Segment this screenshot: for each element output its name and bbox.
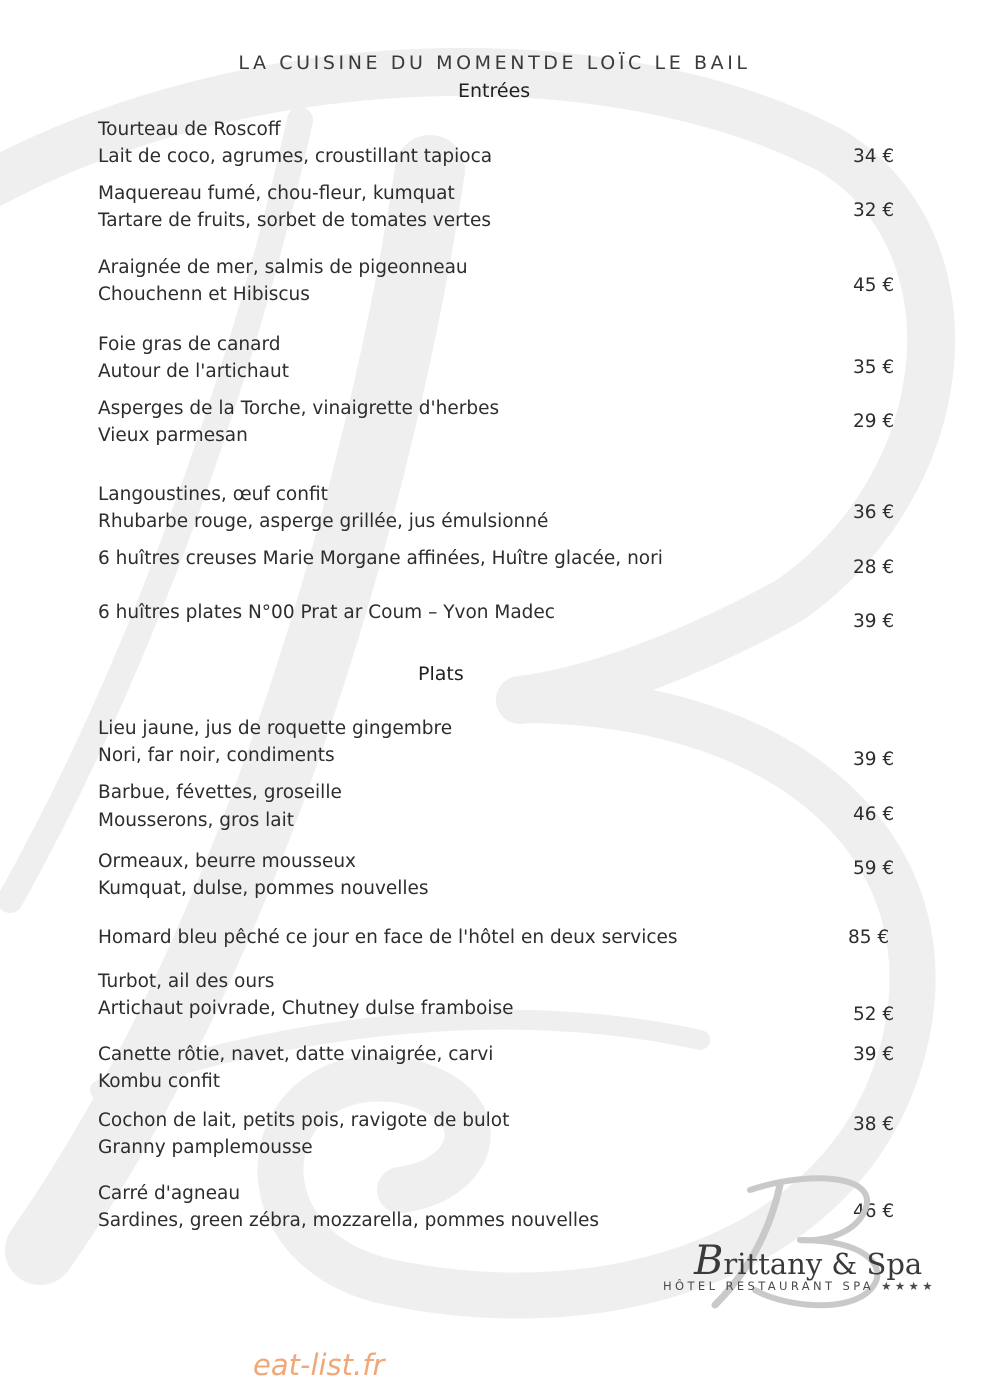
brand-name: [694, 1238, 922, 1284]
menu-item-description: Lait de coco, agrumes, croustillant tapioca: [98, 146, 493, 167]
menu-item-name: Asperges de la Torche, vinaigrette d'herbes: [98, 398, 500, 419]
menu-item-price: 32 €: [853, 200, 895, 221]
menu-item-price: 38 €: [853, 1114, 895, 1135]
menu-item-description: Granny pamplemousse: [98, 1137, 313, 1158]
menu-item-price: 29 €: [853, 411, 895, 432]
menu-item-description: Artichaut poivrade, Chutney dulse framboise: [98, 998, 514, 1019]
menu-item-name: Maquereau fumé, chou-fleur, kumquat: [98, 183, 455, 204]
menu-item-price: 46 €: [853, 1201, 895, 1222]
menu-item-description: Sardines, green zébra, mozzarella, pommes nouvelles: [98, 1210, 600, 1231]
menu-item-name: Tourteau de Roscoff: [98, 119, 281, 140]
menu-item-name: Homard bleu pêché ce jour en face de l'hôtel en deux services: [98, 927, 678, 948]
menu-item-description: Nori, far noir, condiments: [98, 745, 335, 766]
menu-item-name: Canette rôtie, navet, datte vinaigrée, carvi: [98, 1044, 494, 1065]
page-title: LA CUISINE DU MOMENTDE LOÏC LE BAIL: [238, 52, 751, 74]
menu-item-description: Chouchenn et Hibiscus: [98, 284, 310, 305]
menu-item-name: Cochon de lait, petits pois, ravigote de bulot: [98, 1110, 510, 1131]
menu-item-name: Barbue, févettes, groseille: [98, 782, 342, 803]
menu-item-description: Vieux parmesan: [98, 425, 248, 446]
section-title: Entrées: [458, 80, 531, 102]
menu-item-name: Araignée de mer, salmis de pigeonneau: [98, 257, 468, 278]
menu-item-name: Ormeaux, beurre mousseux: [98, 851, 357, 872]
menu-item-name: Turbot, ail des ours: [98, 971, 275, 992]
menu-item-description: Tartare de fruits, sorbet de tomates vertes: [98, 210, 491, 231]
menu-item-description: Rhubarbe rouge, asperge grillée, jus émulsionné: [98, 511, 549, 532]
menu-item-name: Langoustines, œuf confit: [98, 484, 328, 505]
menu-item-price: 45 €: [853, 275, 895, 296]
brand-initial: B: [694, 1238, 724, 1284]
menu-item-price: 85 €: [848, 927, 890, 948]
menu-item-price: 46 €: [853, 804, 895, 825]
menu-item-price: 39 €: [853, 1044, 895, 1065]
menu-item-name: 6 huîtres creuses Marie Morgane affinées, Huître glacée, nori: [98, 548, 663, 569]
footer-website-link[interactable]: eat-list.fr: [253, 1348, 385, 1382]
menu-item-price: 36 €: [853, 502, 895, 523]
menu-item-name: 6 huîtres plates N°00 Prat ar Coum – Yvon Madec: [98, 602, 555, 623]
brand-tagline: HÔTEL RESTAURANT SPA ★★★★: [663, 1279, 936, 1293]
menu-item-name: Lieu jaune, jus de roquette gingembre: [98, 718, 453, 739]
menu-item-description: Kumquat, dulse, pommes nouvelles: [98, 878, 429, 899]
menu-item-price: 28 €: [853, 557, 895, 578]
menu-item-price: 59 €: [853, 858, 895, 879]
section-title: Plats: [418, 663, 464, 685]
menu-item-price: 39 €: [853, 749, 895, 770]
menu-item-price: 39 €: [853, 611, 895, 632]
menu-item-description: Autour de l'artichaut: [98, 361, 289, 382]
menu-item-price: 35 €: [853, 357, 895, 378]
menu-item-price: 34 €: [853, 146, 895, 167]
menu-item-name: Carré d'agneau: [98, 1183, 241, 1204]
brand-name-rest: rittany & Spa: [723, 1247, 923, 1281]
menu-item-description: Kombu confit: [98, 1071, 221, 1092]
menu-item-price: 52 €: [853, 1004, 895, 1025]
menu-item-description: Mousserons, gros lait: [98, 810, 294, 831]
menu-item-name: Foie gras de canard: [98, 334, 281, 355]
